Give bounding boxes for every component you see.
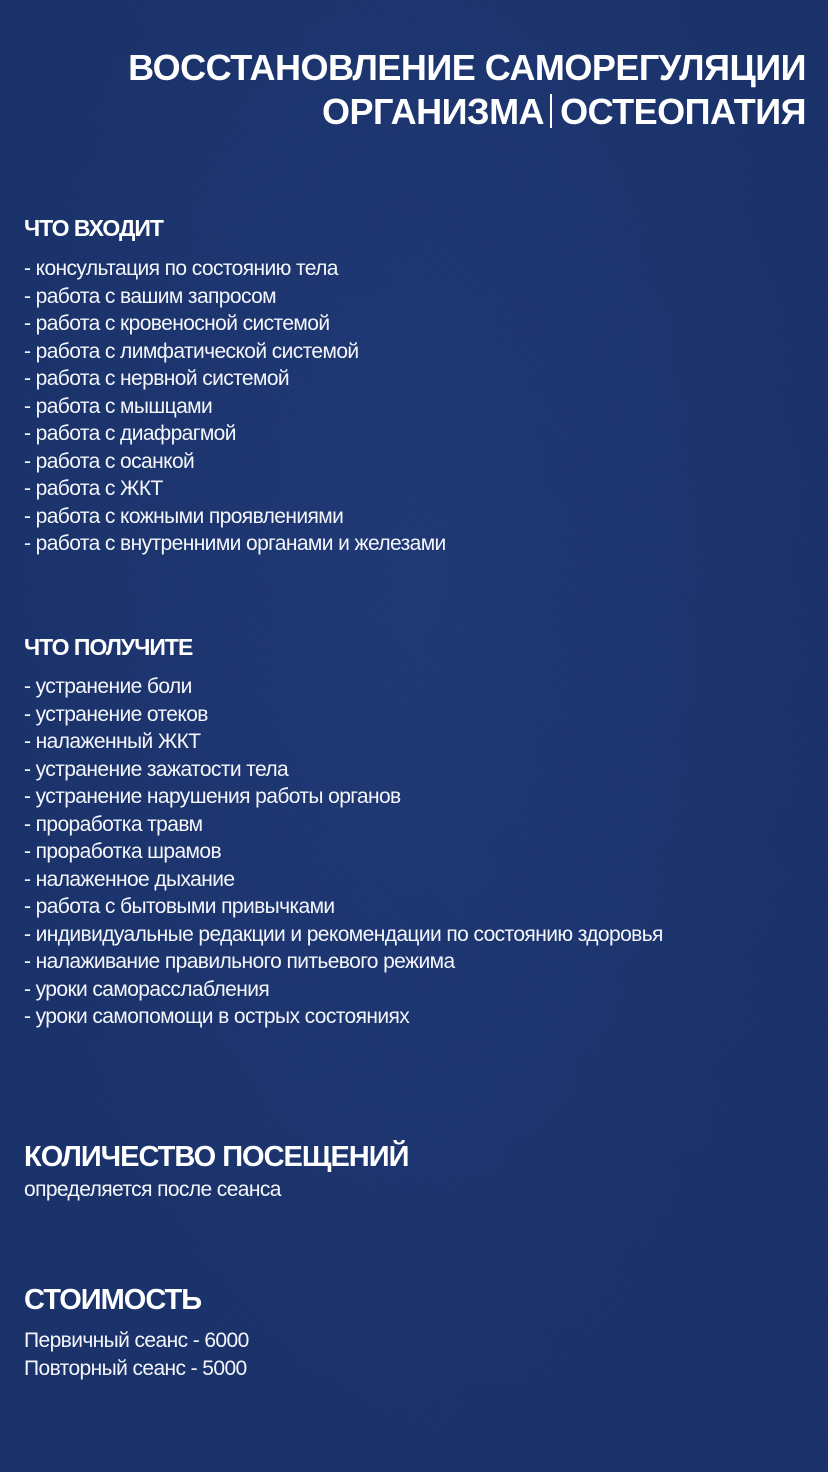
list-item: - работа с диафрагмой — [24, 422, 236, 445]
price-line-primary: Первичный сеанс - 6000 — [24, 1329, 249, 1352]
page-title — [16, 46, 806, 134]
title-separator — [550, 94, 552, 128]
list-item: - работа с осанкой — [24, 449, 195, 473]
list-item: - уроки самопомощи в острых состояниях — [24, 1005, 410, 1028]
list-item: - работа с внутренними органами и железами — [24, 532, 446, 555]
price-section — [24, 1283, 804, 1382]
list-item: - работа с нервной системой — [24, 367, 290, 390]
list-item: - налаженное дыхание — [24, 867, 235, 891]
list-item: - налаживание правильного питьевого режима — [24, 950, 455, 973]
list-item: - работа с кровеносной системой — [24, 312, 330, 335]
list-item: - устранение нарушения работы органов — [24, 785, 401, 808]
visits-heading: КОЛИЧЕСТВО ПОСЕЩЕНИЙ — [24, 1141, 409, 1173]
list-item: - индивидуальные редакции и рекомендации по состоянию здоровья — [24, 922, 663, 946]
list-item: - уроки саморасслабления — [24, 977, 270, 1001]
results-list — [24, 673, 714, 1031]
list-item: - налаженный ЖКТ — [24, 730, 201, 753]
list-item: - консультация по состоянию тела — [24, 257, 338, 280]
list-item: - устранение зажатости тела — [24, 757, 289, 781]
title-line-2-part-2: ОСТЕОПАТИЯ — [560, 91, 806, 132]
list-item: - работа с мышцами — [24, 394, 213, 418]
includes-section — [24, 213, 804, 558]
visits-text: определяется после сеанса — [24, 1178, 281, 1201]
title-line-2 — [16, 90, 806, 134]
list-item: - работа с ЖКТ — [24, 477, 163, 500]
list-item: - работа с бытовыми привычками — [24, 895, 335, 918]
visits-section — [24, 1140, 804, 1204]
includes-list — [24, 255, 804, 558]
title-line-1: ВОССТАНОВЛЕНИЕ САМОРЕГУЛЯЦИИ — [128, 47, 806, 88]
includes-heading: ЧТО ВХОДИТ — [24, 215, 163, 241]
list-item: - устранение боли — [24, 675, 192, 698]
list-item: - работа с лимфатической системой — [24, 339, 359, 363]
list-item: - работа с вашим запросом — [24, 284, 277, 308]
price-heading: СТОИМОСТЬ — [24, 1284, 202, 1316]
title-line-2-part-1: ОРГАНИЗМА — [321, 91, 545, 132]
list-item: - проработка травм — [24, 812, 203, 836]
list-item: - устранение отеков — [24, 702, 208, 726]
list-item: - проработка шрамов — [24, 840, 222, 863]
results-section — [24, 632, 714, 1031]
list-item: - работа с кожными проявлениями — [24, 504, 344, 528]
results-heading: ЧТО ПОЛУЧИТЕ — [24, 634, 193, 660]
price-line-repeat: Повторный сеанс - 5000 — [24, 1356, 247, 1380]
